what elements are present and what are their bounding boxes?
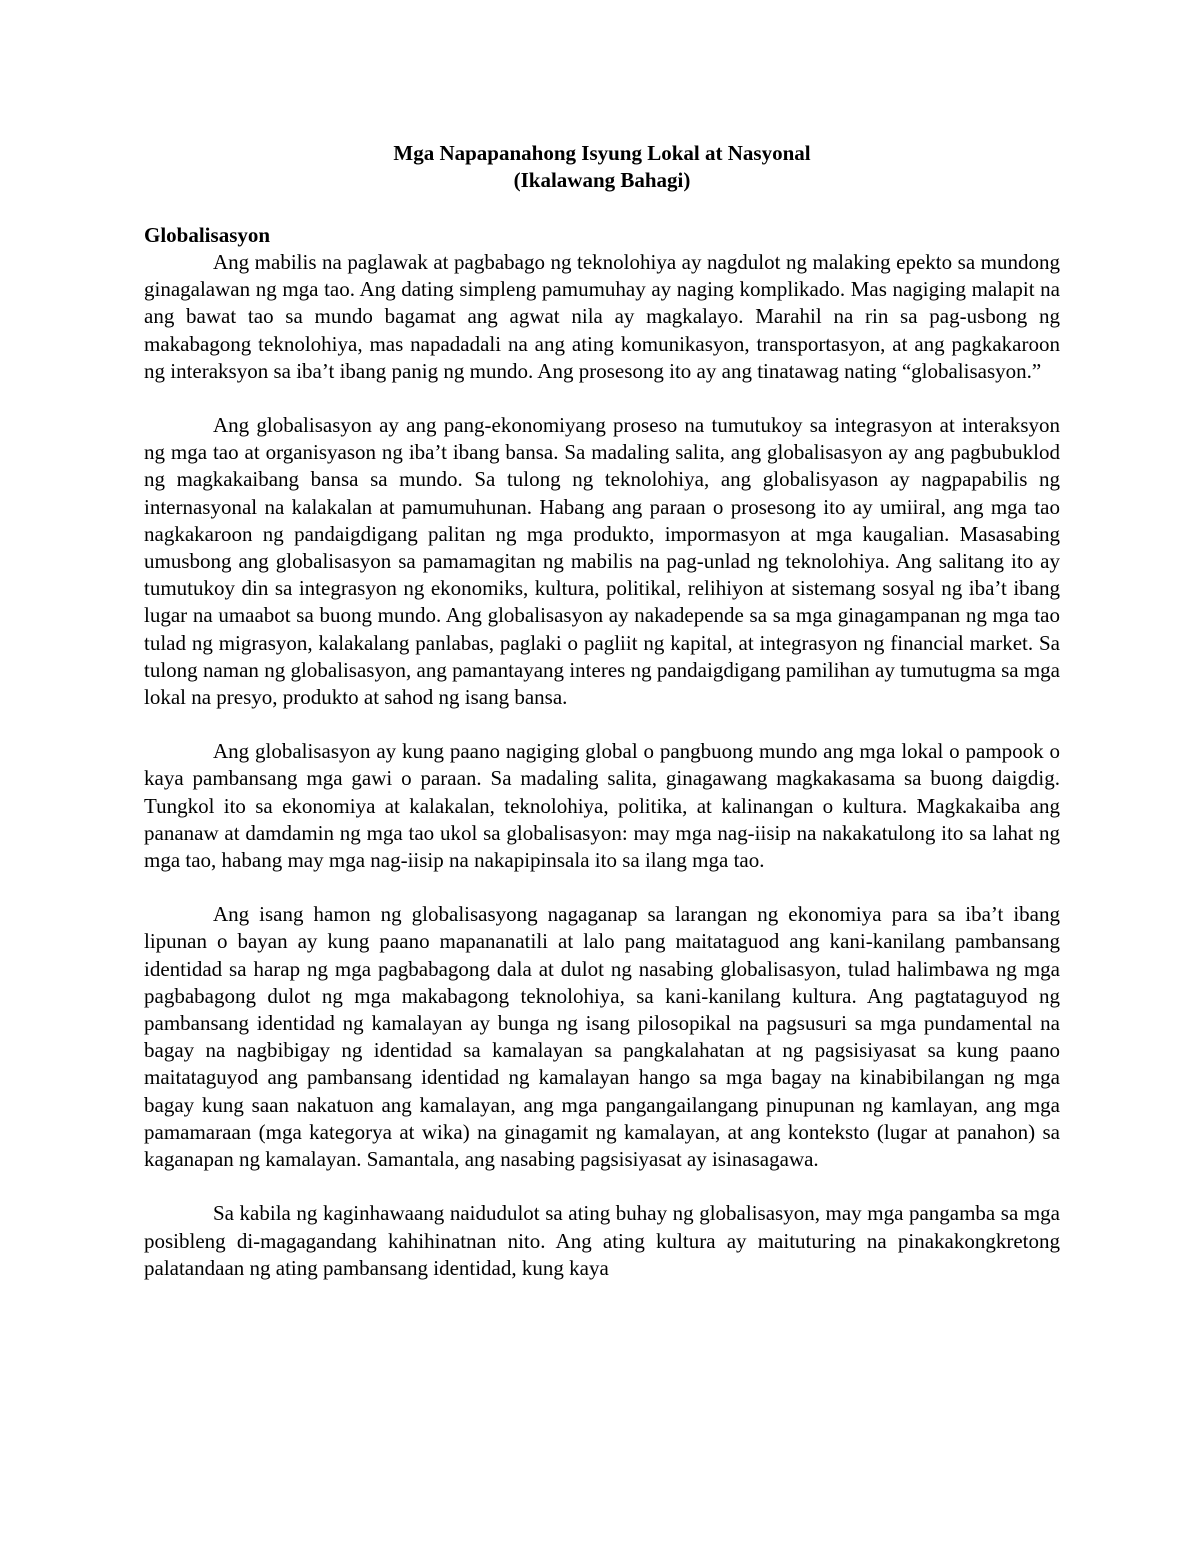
section-heading: Globalisasyon xyxy=(144,223,271,247)
paragraph-4: Ang isang hamon ng globalisasyong nagaganap sa larangan ng ekonomiya para sa iba’t ibang lipunan o bayan ay kung paano mapananatili at lalo pang maitataguod ang kani-kanilang pambansang identidad sa harap ng mga pagbabagong dala at dulot ng nasabing globalisasyon, tulad halimbawa ng mga pagbabagong dulot ng mga makabagong teknolohiya, sa kani-kanilang kultura. Ang pagtataguyod ng pambansang identidad ng kamalayan ay bunga ng isang pilosopikal na pagsusuri sa mga pundamental na bagay na nagbibigay ng identidad sa kamalayan sa pangkalahatan at ng pagsisiyasat sa kung paano maitataguyod ang pambansang identidad ng kamalayan hango sa mga bagay na kinabibilangan ng mga bagay kung saan nakatuon ang kamalayan, ang mga pangangailangang pinupunan ng kamlayan, ang mga pamamaraan (mga kategorya at wika) na ginagamit ng kamalayan, at ang konteksto (lugar at panahon) sa kaganapan ng kamalayan. Samantala, ang nasabing pagsisiyasat ay isinasagawa. xyxy=(144,902,1060,1172)
paragraph-2: Ang globalisasyon ay ang pang-ekonomiyang proseso na tumutukoy sa integrasyon at interaksyon ng mga tao at organisyason ng iba’t ibang bansa. Sa madaling salita, ang globalisasyon ay ang pagbubuklod ng magkakaibang bansa sa mundo. Sa tulong ng teknolohiya, ang globalisyason ay nagpapabilis ng internasyonal na kalakalan at pamumuhunan. Habang ang paraan o prosesong ito ay umiiral, ang mga tao nagkakaroon ng pandaigdigang palitan ng mga produkto, impormasyon at mga kaugalian. Masasabing umusbong ang globalisasyon sa pamamagitan ng mabilis na pag-unlad ng teknolohiya. Ang salitang ito ay tumutukoy din sa integrasyon ng ekonomiks, kultura, politikal, relihiyon at sistemang sosyal ng iba’t ibang lugar na umaabot sa buong mundo. Ang globalisasyon ay nakadepende sa sa mga ginagampanan ng mga tao tulad ng migrasyon, kalakalang panlabas, paglaki o pagliit ng kapital, at integrasyon ng financial market. Sa tulong naman ng globalisasyon, ang pamantayang interes ng pandaigdigang pamilihan ay tumutugma sa mga lokal na presyo, produkto at sahod ng isang bansa. xyxy=(144,413,1060,710)
paragraph-5: Sa kabila ng kaginhawaang naidudulot sa ating buhay ng globalisasyon, may mga pangamba sa mga posibleng di-magagandang kahihinatnan nito. Ang ating kultura ay maituturing na pinakakongkretong palatandaan ng ating pambansang identidad, kung kaya xyxy=(144,1201,1060,1280)
title-line-1: Mga Napapanahong Isyung Lokal at Nasyonal xyxy=(393,141,811,165)
document-title xyxy=(144,140,1060,194)
paragraph-1: Ang mabilis na paglawak at pagbabago ng teknolohiya ay nagdulot ng malaking epekto sa mundong ginagalawan ng mga tao. Ang dating simpleng pamumuhay ay naging komplikado. Mas nagiging malapit na ang bawat tao sa mundo bagamat ang agwat nila ay magkalayo. Marahil na rin sa pag-usbong ng makabagong teknolohiya, mas napadadali na ang ating komunikasyon, transportasyon, at ang pagkakaroon ng interaksyon sa iba’t ibang panig ng mundo. Ang prosesong ito ay ang tinatawag nating “globalisasyon.” xyxy=(144,250,1060,383)
paragraph-3: Ang globalisasyon ay kung paano nagiging global o pangbuong mundo ang mga lokal o pampook o kaya pambansang mga gawi o paraan. Sa madaling salita, ginagawang magkakasama sa buong daigdig. Tungkol ito sa ekonomiya at kalakalan, teknolohiya, politika, at kalinangan o kultura. Magkakaiba ang pananaw at damdamin ng mga tao ukol sa globalisasyon: may mga nag-iisip na nakakatulong ito sa lahat ng mga tao, habang may mga nag-iisip na nakapipinsala ito sa ilang mga tao. xyxy=(144,739,1060,873)
document-page xyxy=(144,140,1060,1309)
title-line-2: (Ikalawang Bahagi) xyxy=(513,168,691,192)
